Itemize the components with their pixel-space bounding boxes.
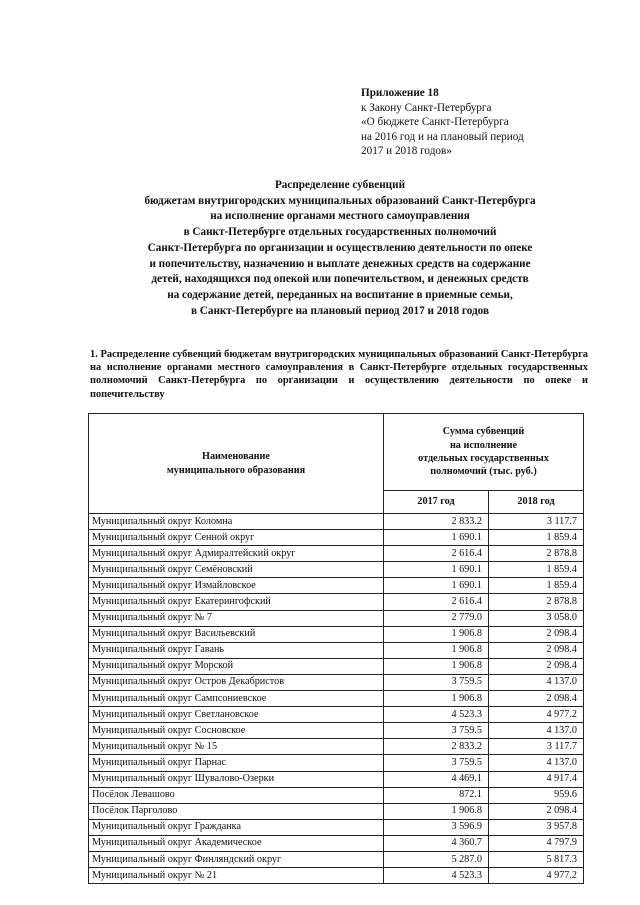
value-2017-cell: 1 906.8 [384,658,489,674]
title-line: в Санкт-Петербурге отдельных государственных полномочий [183,226,497,239]
table-row [89,642,584,658]
value-2018-cell: 3 058.0 [489,610,584,626]
title-line: детей, находящихся под опекой или попечительством, и денежных средств [151,273,529,286]
appendix-line: 2017 и 2018 годов» [361,145,452,158]
appendix-block [361,86,621,159]
table-row [89,674,584,690]
value-2017-cell: 3 759.5 [384,674,489,690]
table-row [89,851,584,867]
table-row [89,626,584,642]
title-line: бюджетам внутригородских муниципальных образований Санкт-Петербурга [144,194,536,207]
header-sum-line: Сумма субвенций [442,426,525,438]
title-line: Распределение субвенций [274,179,406,191]
value-2018-cell: 2 098.4 [489,658,584,674]
municipality-name-cell: Посёлок Парголово [89,803,384,819]
table-row [89,723,584,739]
appendix-title: Приложение 18 [361,87,439,99]
header-sum-line: полномочий (тыс. руб.) [430,466,537,478]
table-body [89,514,584,884]
municipality-name-cell: Муниципальный округ Шувалово-Озерки [89,771,384,787]
document-title [60,178,620,319]
value-2017-cell: 2 833.2 [384,514,489,530]
value-2017-cell: 1 690.1 [384,578,489,594]
table-row [89,707,584,723]
title-line: Санкт-Петербурга по организации и осуществлению деятельности по опеке [147,241,533,254]
table-row [89,803,584,819]
table-header-row [89,414,584,491]
value-2017-cell: 872.1 [384,787,489,803]
value-2018-cell: 1 859.4 [489,562,584,578]
header-sum-cell [384,414,584,491]
header-name-cell [89,414,384,514]
value-2018-cell: 4 977.2 [489,868,584,884]
title-line: и попечительству, назначению и выплате денежных средств на содержание [149,257,531,270]
table-row [89,771,584,787]
value-2017-cell: 4 360.7 [384,835,489,851]
municipality-name-cell: Муниципальный округ Адмиралтейский округ [89,546,384,562]
table-row [89,787,584,803]
municipality-name-cell: Муниципальный округ Сенной округ [89,530,384,546]
table-row [89,562,584,578]
table-row [89,578,584,594]
value-2018-cell: 4 137.0 [489,723,584,739]
value-2018-cell: 1 859.4 [489,530,584,546]
value-2018-cell: 4 797.9 [489,835,584,851]
table-row [89,691,584,707]
municipality-name-cell: Муниципальный округ Коломна [89,514,384,530]
value-2017-cell: 3 759.5 [384,755,489,771]
value-2018-cell: 3 957.8 [489,819,584,835]
municipality-name-cell: Муниципальный округ Измайловское [89,578,384,594]
value-2018-cell: 3 117.7 [489,514,584,530]
municipality-name-cell: Посёлок Левашово [89,787,384,803]
title-line: в Санкт-Петербурге на плановый период 2017 и 2018 годов [190,304,490,317]
municipality-name-cell: Муниципальный округ Парнас [89,755,384,771]
value-2017-cell: 2 833.2 [384,739,489,755]
header-name-line: муниципального образования [166,464,306,476]
value-2018-cell: 4 977.2 [489,707,584,723]
table-row [89,530,584,546]
municipality-name-cell: Муниципальный округ № 21 [89,868,384,884]
value-2017-cell: 2 616.4 [384,594,489,610]
municipality-name-cell: Муниципальный округ Светлановское [89,707,384,723]
table-row [89,835,584,851]
value-2017-cell: 1 906.8 [384,642,489,658]
municipality-name-cell: Муниципальный округ Сосновское [89,723,384,739]
municipality-name-cell: Муниципальный округ Финляндский округ [89,851,384,867]
municipality-name-cell: Муниципальный округ Гавань [89,642,384,658]
value-2017-cell: 2 616.4 [384,546,489,562]
value-2018-cell: 2 878.8 [489,546,584,562]
value-2017-cell: 1 690.1 [384,530,489,546]
value-2018-cell: 3 117.7 [489,739,584,755]
value-2018-cell: 959.6 [489,787,584,803]
value-2018-cell: 4 137.0 [489,755,584,771]
value-2017-cell: 1 690.1 [384,562,489,578]
municipality-name-cell: Муниципальный округ Академическое [89,835,384,851]
table-row [89,514,584,530]
section-heading: 1. Распределение субвенций бюджетам внутригородских муниципальных образований Санкт-Петербурга на исполнение органами местного самоуправления в Санкт-Петербурге отдельных государственных полномочий Санкт-Петербурга по организации и осуществлению деятельности по опеке и попечительству [90,349,588,400]
subsidy-table [88,413,584,884]
municipality-name-cell: Муниципальный округ Остров Декабристов [89,674,384,690]
table-row [89,819,584,835]
table-row [89,610,584,626]
municipality-name-cell: Муниципальный округ Васильевский [89,626,384,642]
header-name-line: Наименование [202,450,270,462]
table-row [89,739,584,755]
municipality-name-cell: Муниципальный округ Сампсониевское [89,691,384,707]
municipality-name-cell: Муниципальный округ № 15 [89,739,384,755]
municipality-name-cell: Муниципальный округ Гражданка [89,819,384,835]
table-row [89,658,584,674]
value-2018-cell: 2 878.8 [489,594,584,610]
value-2018-cell: 2 098.4 [489,691,584,707]
appendix-line: «О бюджете Санкт-Петербурга [361,116,509,129]
appendix-line: на 2016 год и на плановый период [361,130,524,143]
municipality-name-cell: Муниципальный округ Семёновский [89,562,384,578]
municipality-name-cell: Муниципальный округ Екатерингофский [89,594,384,610]
title-line: на исполнение органами местного самоуправления [210,210,470,223]
header-sum-line: на исполнение [449,439,518,451]
title-line: на содержание детей, переданных на воспитание в приемные семьи, [167,288,513,301]
appendix-line: к Закону Санкт-Петербурга [361,101,492,114]
municipality-name-cell: Муниципальный округ Морской [89,658,384,674]
value-2017-cell: 3 596.9 [384,819,489,835]
value-2018-cell: 4 137.0 [489,674,584,690]
value-2017-cell: 4 523.3 [384,868,489,884]
value-2017-cell: 5 287.0 [384,851,489,867]
value-2017-cell: 3 759.5 [384,723,489,739]
value-2018-cell: 5 817.3 [489,851,584,867]
value-2017-cell: 4 523.3 [384,707,489,723]
value-2017-cell: 1 906.8 [384,691,489,707]
value-2017-cell: 2 779.0 [384,610,489,626]
header-sum-line: отдельных государственных [418,453,549,464]
header-year-2017: 2017 год [384,491,489,514]
table-row [89,868,584,884]
table-row [89,594,584,610]
header-year-2018: 2018 год [489,491,584,514]
value-2018-cell: 2 098.4 [489,642,584,658]
table-row [89,755,584,771]
value-2018-cell: 1 859.4 [489,578,584,594]
value-2018-cell: 2 098.4 [489,803,584,819]
value-2017-cell: 1 906.8 [384,803,489,819]
value-2018-cell: 2 098.4 [489,626,584,642]
value-2017-cell: 4 469.1 [384,771,489,787]
table-row [89,546,584,562]
value-2017-cell: 1 906.8 [384,626,489,642]
value-2018-cell: 4 917.4 [489,771,584,787]
municipality-name-cell: Муниципальный округ № 7 [89,610,384,626]
